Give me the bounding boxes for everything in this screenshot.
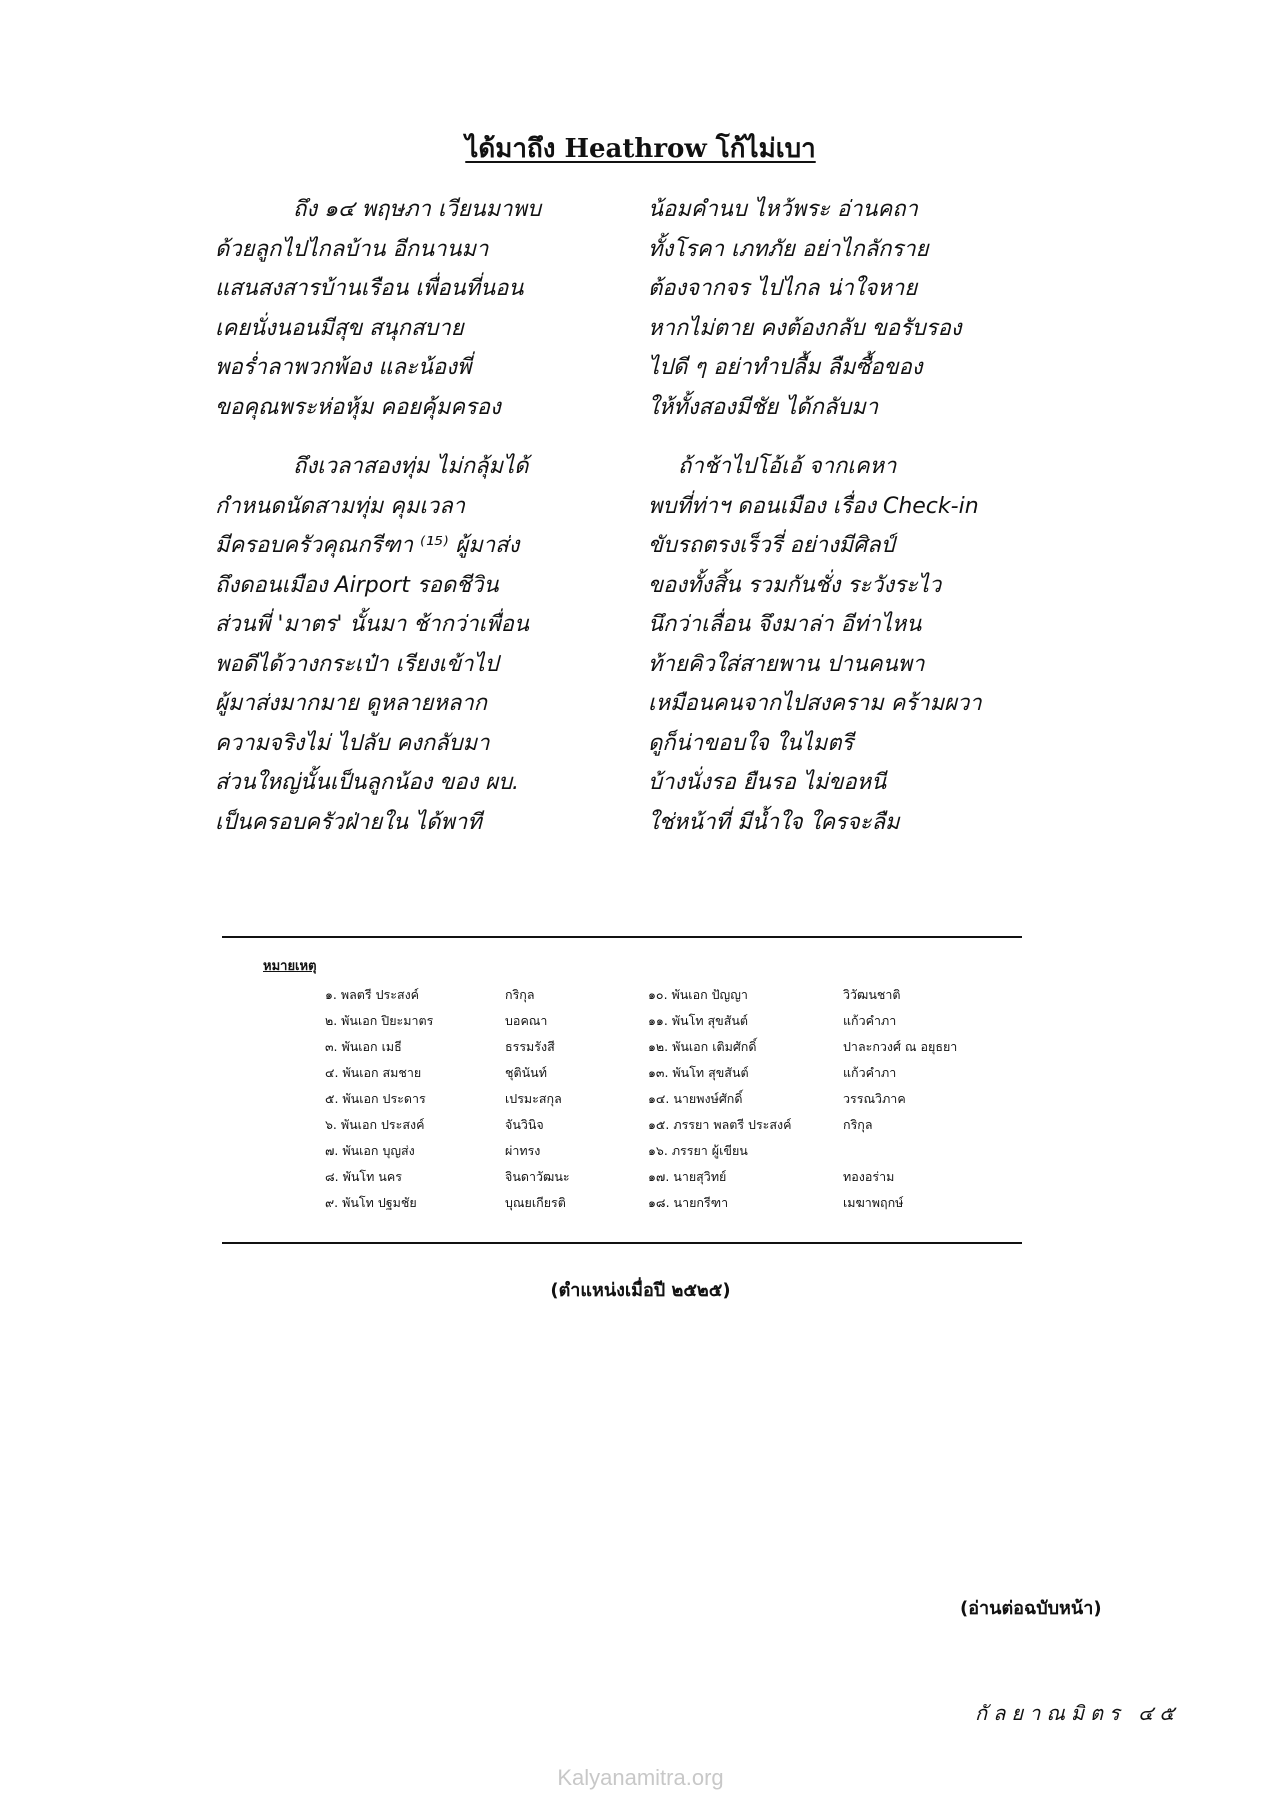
poem-line: ดูก็น่าขอบใจ ในไมตรี [648,730,854,756]
poem-left-column [215,190,635,842]
note-name: ๑๒. พันเอก เติมศักดิ์ [648,1039,757,1054]
note-surname: ทองอร่าม [843,1169,895,1184]
poem-line: น้อมคำนบ ไหว้พระ อ่านคถา [648,197,918,222]
note-name: ๑๐. พันเอก ปัญญา [648,987,748,1002]
title-text: ได้มาถึง Heathrow โก้ไม่เบา [465,134,816,164]
poem-line: แสนสงสารบ้านเรือน เพื่อนที่นอน [215,276,524,301]
poem-line: ของทั้งสิ้น รวมกันชั่ง ระวังระไว [648,572,942,598]
note-name: ๗. พันเอก บุญส่ง [325,1143,415,1158]
note-name: ๑๘. นายกรีฑา [648,1195,729,1210]
poem-line: มีครอบครัวคุณกรีฑา ⁽¹⁵⁾ ผู้มาส่ง [215,533,520,558]
poem-line: ไปดี ๆ อย่าทำปลื้ม ลืมซื้อของ [648,355,923,380]
poem-line: ด้วยลูกไปไกลบ้าน อีกนานมา [215,236,489,262]
note-name: ๕. พันเอก ประดาร [325,1091,426,1106]
poem-line: บ้างนั่งรอ ยืนรอ ไม่ขอหนี [648,770,887,795]
poem-line: ส่วนพี่ 'มาตร' นั้นมา ช้ากว่าเพื่อน [215,612,529,637]
note-surname: จินดาวัฒนะ [505,1169,570,1184]
poem-line: ให้ทั้งสองมีชัย ได้กลับมา [648,394,879,420]
note-name: ๖. พันเอก ประสงค์ [325,1117,425,1132]
note-surname: กริกุล [505,987,535,1002]
poem-line: นึกว่าเลื่อน จึงมาล่า อีท่าไหน [648,612,922,637]
poem-line: ถึง ๑๔ พฤษภา เวียนมาพบ [293,197,541,222]
note-surname: แก้วคำภา [843,1065,897,1080]
poem-right-column [648,190,1078,842]
watermark: Kalyanamitra.org [557,1765,724,1790]
poem-line: ถึงเวลาสองทุ่ม ไม่กลุ้มได้ [293,454,529,479]
poem-line: เป็นครอบครัวฝ่ายใน ได้พาที [215,809,482,835]
poem-line: ผู้มาส่งมากมาย ดูหลายหลาก [215,691,488,716]
note-name: ๘. พันโท นคร [325,1169,402,1184]
note-name: ๒. พันเอก ปิยะมาตร [325,1013,434,1028]
poem-line: ทั้งโรคา เภทภัย อย่าไกลักราย [648,236,929,262]
note-surname: วรรณวิภาค [843,1091,906,1106]
notes-label: หมายเหตุ [263,959,317,974]
poem-line: ความจริงไม่ ไปลับ คงกลับมา [215,730,490,756]
note-name: ๓. พันเอก เมธี [325,1039,402,1054]
note-name: ๑๖. ภรรยา ผู้เขียน [648,1143,748,1158]
note-surname: บุณยเกียรติ [505,1195,566,1210]
poem-line: กำหนดนัดสามทุ่ม คุมเวลา [215,493,466,519]
poem-line: พอร่ำลาพวกพ้อง และน้องพี่ [215,355,472,380]
notes-top-divider [222,936,1022,938]
poem-line: ส่วนใหญ่นั้นเป็นลูกน้อง ของ ผบ. [215,770,520,795]
note-surname: จันวินิจ [505,1117,544,1132]
poem-line: ใช่หน้าที่ มีน้ำใจ ใครจะลืม [648,809,900,835]
note-name: ๑๓. พันโท สุขสันต์ [648,1065,749,1080]
note-surname: กริกุล [843,1117,873,1132]
year-caption: (ตำแหน่งเมื่อปี ๒๕๒๕) [550,1280,731,1301]
note-name: ๑๔. นายพงษ์ศักดิ์ [648,1091,743,1106]
poem-line: ขับรถตรงเร็วรี่ อย่างมีศิลป์ [648,533,895,558]
poem-title [0,128,1281,169]
note-surname: ชุตินันท์ [505,1065,547,1080]
poem-line: ขอคุณพระห่อหุ้ม คอยคุ้มครอง [215,394,501,420]
poem-line: ถึงดอนเมือง Airport รอดชีวิน [215,572,499,598]
note-name: ๔. พันเอก สมชาย [325,1065,422,1080]
note-surname: เมฆาพฤกษ์ [843,1195,904,1210]
notes-bottom-divider [222,1242,1022,1244]
poem-line: พบที่ท่าฯ ดอนเมือง เรื่อง Check-in [648,493,979,519]
note-surname: แก้วคำภา [843,1013,897,1028]
poem-line: หากไม่ตาย คงต้องกลับ ขอรับรอง [648,315,962,341]
note-surname: ผ่าทรง [505,1143,541,1158]
poem-line: พอดีได้วางกระเป๋า เรียงเข้าไป [215,651,499,677]
poem-line: ต้องจากจร ไปไกล น่าใจหาย [648,276,918,301]
note-surname: เปรมะสกุล [505,1091,562,1106]
note-surname: วิวัฒนชาติ [843,987,901,1002]
page-footer: กัลยาณมิตร ๔๕ [975,1701,1181,1725]
poem-line: เคยนั่งนอนมีสุข สนุกสบาย [215,315,464,341]
note-name: ๑๕. ภรรยา พลตรี ประสงค์ [648,1117,792,1132]
note-surname: บอคณา [505,1013,548,1028]
note-name: ๑๗. นายสุวิทย์ [648,1169,727,1184]
note-surname: ธรรมรังสี [505,1039,555,1054]
note-surname: ปาละกวงศ์ ณ อยุธยา [843,1039,958,1054]
note-name: ๑๑. พันโท สุขสันต์ [648,1013,748,1028]
note-name: ๑. พลตรี ประสงค์ [325,987,420,1002]
poem-line: เหมือนคนจากไปสงคราม คร้ามผวา [648,691,982,716]
poem-line: ท้ายคิวใส่สายพาน ปานคนพา [648,651,925,677]
poem-line: ถ้าช้าไปโอ้เอ้ จากเคหา [678,454,897,479]
continued-note: (อ่านต่อฉบับหน้า) [960,1598,1102,1619]
note-name: ๙. พันโท ปฐมชัย [325,1195,417,1210]
